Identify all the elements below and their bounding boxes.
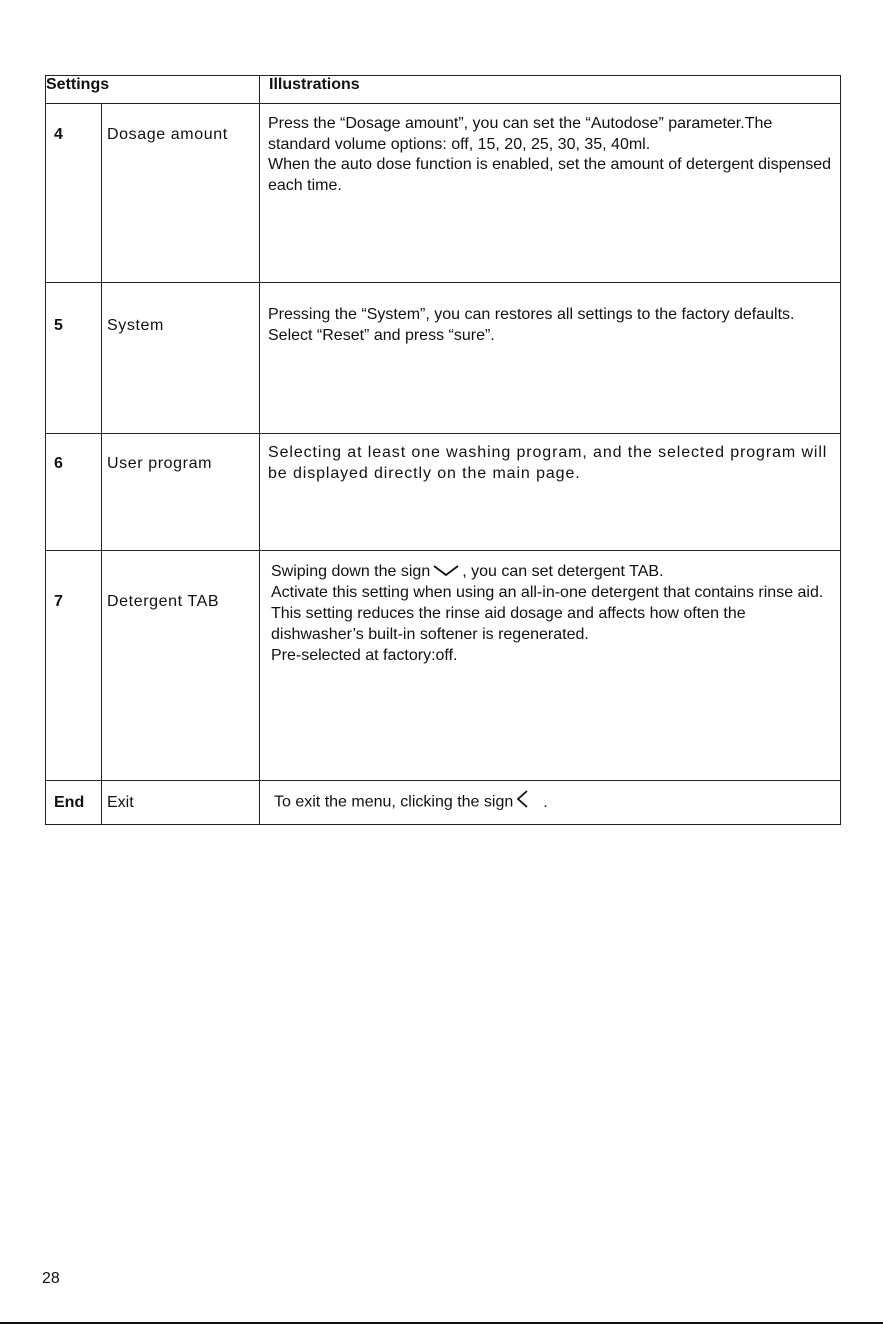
swipe-text-before: Swiping down the sign (271, 563, 431, 580)
table-row-dosage-amount (46, 104, 841, 283)
header-settings: Settings (46, 76, 260, 104)
row-number: 4 (46, 104, 102, 283)
description-line: Activate this setting when using an all-in-one detergent that contains rinse aid. (271, 584, 824, 602)
description-line: Press the “Dosage amount”, you can set the “Autodose” parameter.The standard volume options: off, 15, 20, 25, 30, 35, 40ml. (268, 115, 773, 153)
row-number: 7 (46, 551, 102, 781)
chevron-left-icon (516, 790, 530, 815)
table-row-detergent-tab (46, 551, 841, 781)
row-number: 6 (46, 434, 102, 551)
setting-description (260, 551, 841, 781)
row-number: End (46, 781, 102, 825)
table-row-system (46, 283, 841, 434)
chevron-down-icon (433, 561, 459, 582)
setting-description (260, 781, 841, 825)
settings-table (45, 75, 841, 825)
setting-description (260, 283, 841, 434)
page-number: 28 (42, 1270, 60, 1287)
row-number: 5 (46, 283, 102, 434)
table-row-exit (46, 781, 841, 825)
description-line: Selecting at least one washing program, and the selected program will be displayed directly on the main page. (268, 444, 828, 482)
setting-name: Detergent TAB (102, 551, 260, 781)
table-row-user-program (46, 434, 841, 551)
swipe-text-after: , you can set detergent TAB. (462, 563, 664, 580)
description-line (271, 561, 836, 582)
header-illustrations: Illustrations (260, 76, 841, 104)
description-line: This setting reduces the rinse aid dosage and affects how often the dishwasher’s built-in softener is regenerated. (271, 605, 746, 644)
description-line: Pressing the “System”, you can restores all settings to the factory defaults. Select “Reset” and press “sure”. (268, 306, 795, 344)
table-header-row (46, 76, 841, 104)
setting-name: User program (102, 434, 260, 551)
setting-description (260, 104, 841, 283)
description-line (274, 790, 840, 815)
exit-text-after: . (543, 793, 548, 811)
exit-text-before: To exit the menu, clicking the sign (274, 793, 514, 811)
description-line: Pre-selected at factory:off. (271, 647, 458, 665)
description-line: When the auto dose function is enabled, set the amount of detergent dispensed each time. (268, 156, 832, 194)
setting-description (260, 434, 841, 551)
setting-name: System (102, 283, 260, 434)
setting-name: Exit (102, 781, 260, 825)
setting-name: Dosage amount (102, 104, 260, 283)
